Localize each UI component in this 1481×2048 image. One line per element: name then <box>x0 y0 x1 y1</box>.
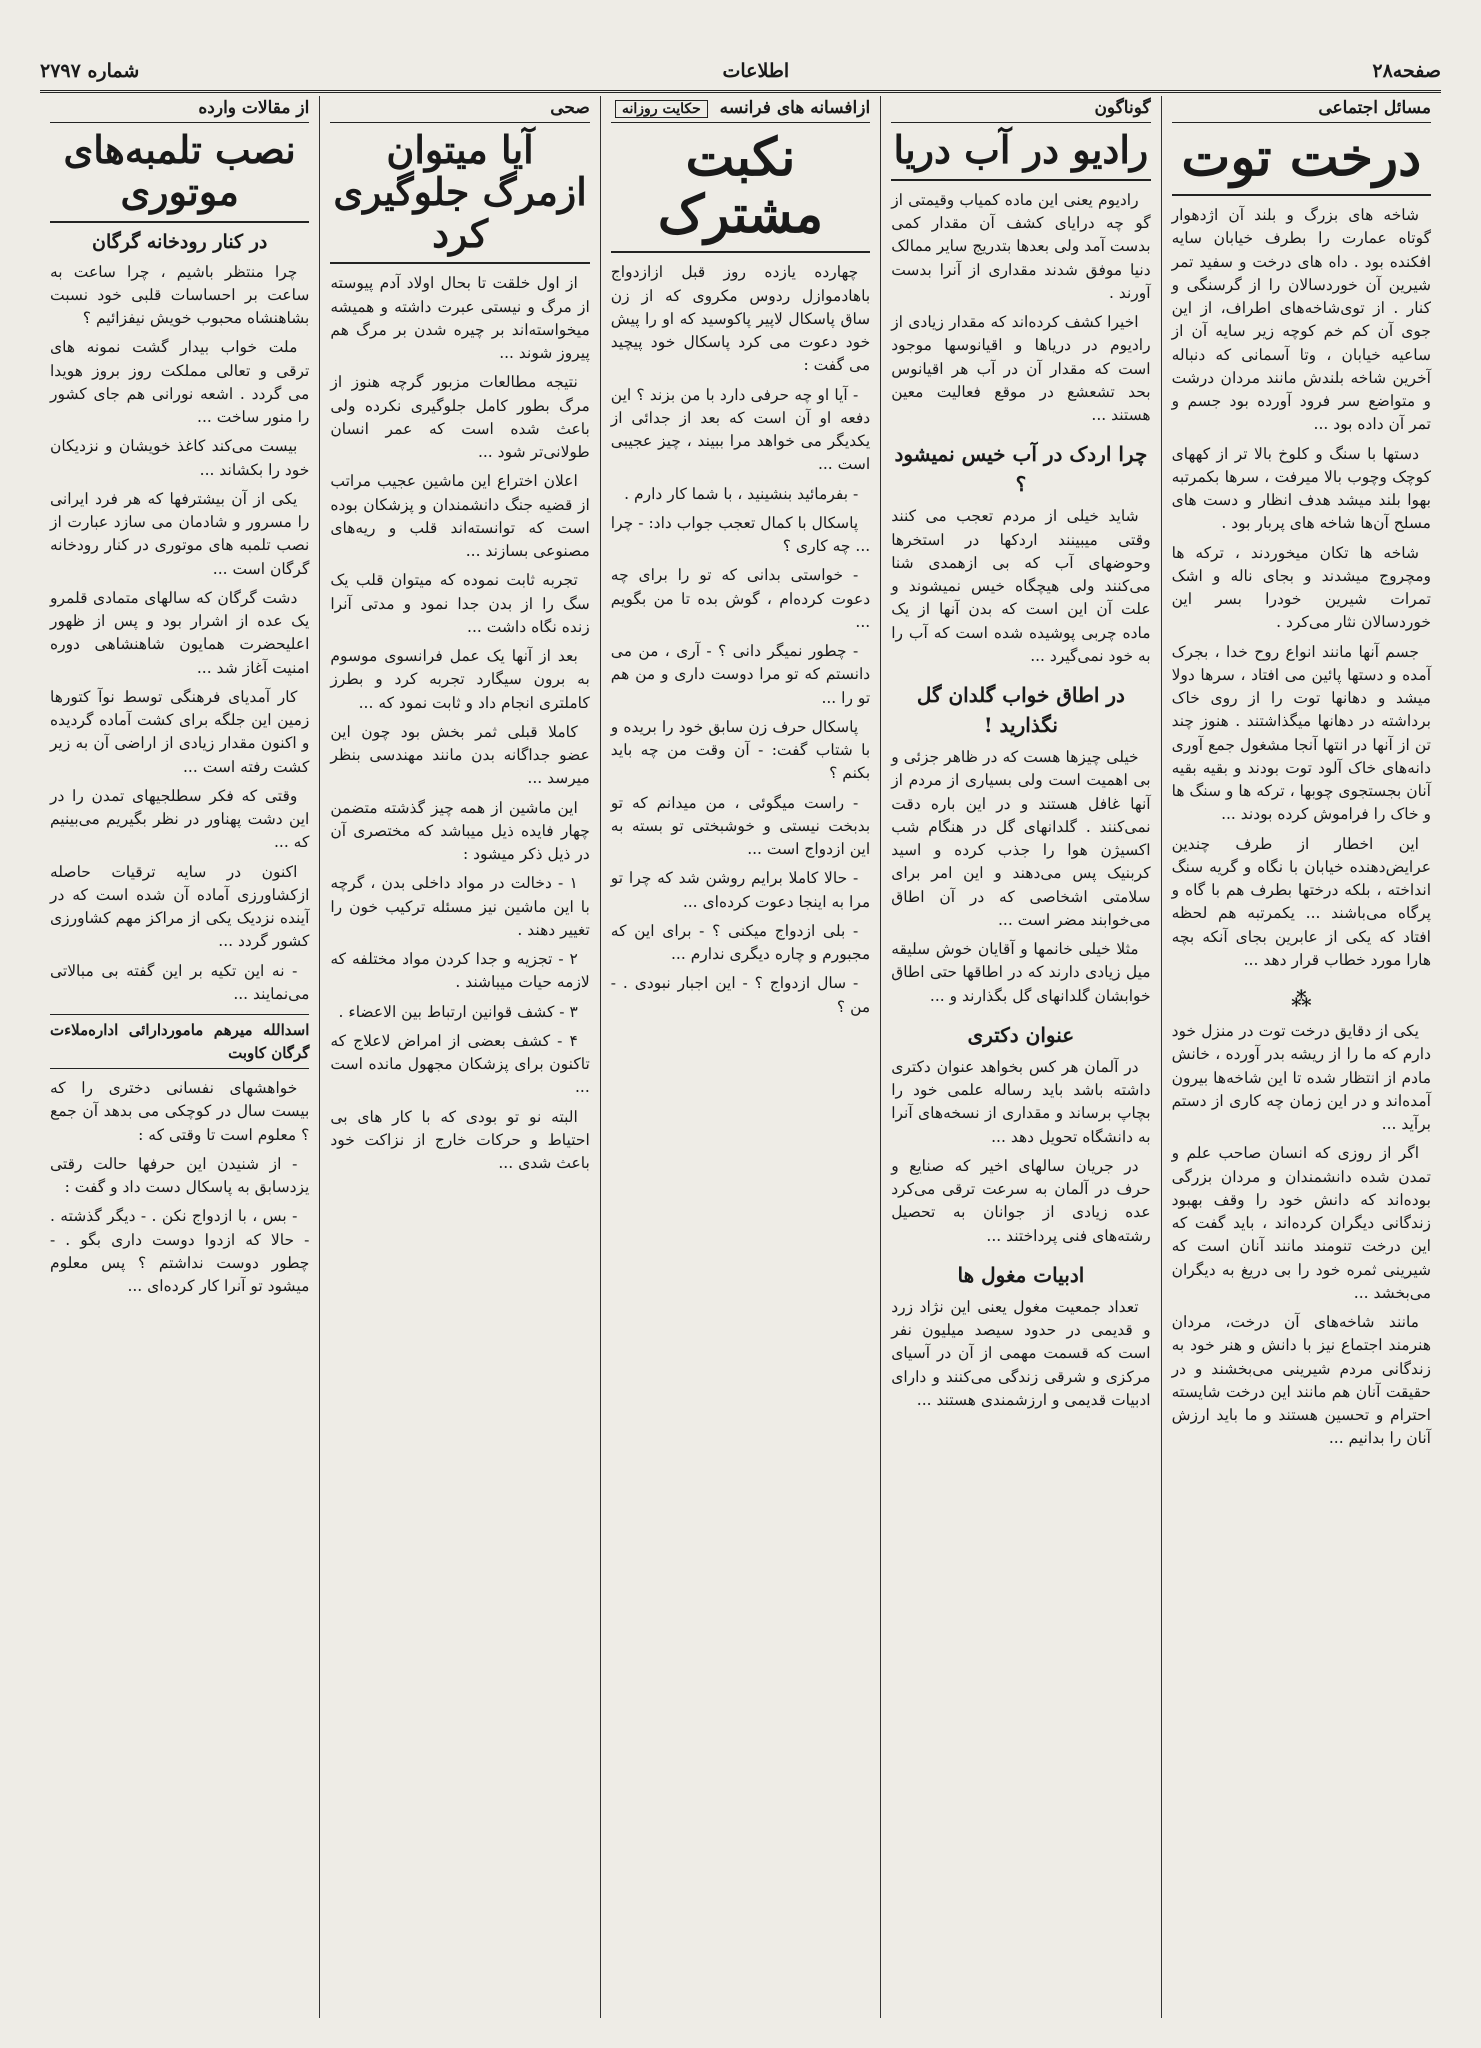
paragraph: رادیوم یعنی این ماده کمیاب وقیمتی از گو چه درایای کشف آن مقدار کمی بدست آمد ولی بعدها بتدریج سایر ممالک دنیا موفق شدند مقداری از آنرا بدست آورند . <box>891 190 1151 302</box>
article-headline: رادیو در آب دریا <box>891 129 1150 181</box>
paragraph: - از شنیدن این حرفها حالت رقتی یزدسابق به پاسکال دست داد و گفت : <box>49 1154 310 1197</box>
paragraph: چرا منتظر باشیم ، چرا ساعت به ساعت بر احساسات قلبی خود نسبت بشاهنشاه محبوب خویش نیفزائیم ؟ <box>49 262 310 328</box>
paragraph: شاخه های بزرگ و بلند آن اژدهوار گوتاه عمارت را بطرف خیابان سایه افکنده بود . داه های درخت و سفید تمر شیرین آن خوردسالان را از گرسنگی و کنار . از توی‌شاخه‌های اطراف، از این جوی آن کم خم کوچه زیر سایه آن از ساعیه خیابان ، وتا آسمانی که دنباله آخرین شاخه بلندش مانند مردان درشت و متواضع سر فرود آورده بود جسم و تمر آن داده بود ... <box>1171 206 1431 434</box>
paragraph: اخیرا کشف کرده‌اند که مقدار زیادی از رادیوم در دریاها و اقیانوسها موجود است که مقدار آن در آب هر اقیانوس بحد تشعشع در موقع فعالیت معین هستند ... <box>891 313 1151 425</box>
paragraph: یکی از دقایق درخت توت در منزل خود دارم که ما را از ریشه بدر آورده ، خانش مادم از انتظار شده تا این شاخه‌ها بیرون آمده‌اند و در این زمان چه کاری از دستم برآید ... <box>1171 1022 1431 1134</box>
page-number-label: صفحه۲۸ <box>1372 60 1441 82</box>
section-kicker <box>611 96 870 123</box>
paragraph: - راست میگوئی ، من میدانم که تو بدبخت نیستی و خوشبختی تو بسته به این ازدواج است ... <box>610 793 871 859</box>
story-badge: حکایت روزانه <box>615 100 708 118</box>
section-separator: ⁂ <box>1291 987 1312 1012</box>
section-kicker: از مقالات وارده <box>50 96 309 123</box>
subheading: ادبیات مغول ها <box>957 1262 1085 1287</box>
paragraph: ملت خواب بیدار گشت نمونه های ترقی و تعالی مملکت روز بروز هویدا می گردد . اشعه نورانی هم جای کشور را منور ساخت ... <box>49 338 310 427</box>
paragraph: اعلان اختراع این ماشین عجیب مراتب از قضیه جنگ دانشمندان و پزشکان بوده است که توانسته‌اند قلب و ریه‌های مصنوعی بسازند ... <box>330 472 590 561</box>
paragraph: نتیجه مطالعات مزبور گرچه هنوز از مرگ بطور کامل جلوگیری نکرده ولی باعث شده است که عمر انسان طولانی‌تر شود ... <box>330 373 590 462</box>
article-body <box>611 261 870 1019</box>
paragraph: تعداد جمعیت مغول یعنی این نژاد زرد و قدیمی در حدود سیصد میلیون نفر است که قسمت مهمی از آن در آسیای مرکزی و شرقی زندگی می‌کنند و دارای ادبیات قدیمی و ارزشمندی هستند ... <box>891 1297 1151 1409</box>
paragraph: اکنون در سایه ترقیات حاصله ازکشاورزی آماده آن شده است که در آینده نزدیک یکی از مراکز مهم کشاورزی کشور گردد ... <box>49 862 310 951</box>
paragraph: دشت گرگان که سالهای متمادی قلمرو یک عده از اشرار بود و پس از ظهور اعلیحضرت همایون شاهنشاهی دوره امنیت آغاز شد ... <box>49 588 310 677</box>
section-kicker: مسائل اجتماعی <box>1172 96 1431 123</box>
paragraph: ۴ - کشف بعضی از امراض لاعلاج که تاکنون برای پزشکان مجهول مانده است ... <box>330 1031 590 1097</box>
paragraph: - خواستی بدانی که تو را برای چه دعوت کرده‌ام ، گوش بده تا من بگویم ... <box>610 566 871 631</box>
subheading: در اطاق خواب گلدان گل نگذارید ! <box>916 683 1125 738</box>
paragraph: ۱ - دخالت در مواد داخلی بدن ، گرچه با این ماشین نیز مسئله ترکیب خون را تغییر دهند . <box>330 874 590 939</box>
article-body <box>1172 204 1431 1451</box>
paragraph: در جریان سالهای اخیر که صنایع و حرف در آلمان به سرعت ترقی می‌کرد عده زیادی از جوانان به تحصیل رشته‌های فنی پرداختند ... <box>891 1156 1151 1245</box>
paragraph: - سال ازدواج ؟ - این اجبار نبودی . - من ؟ <box>610 974 871 1016</box>
paragraph: - بفرمائید بنشینید ، با شما کار دارم . <box>624 484 859 503</box>
paragraph: خیلی چیزها هست که در ظاهر جزئی و بی اهمیت است ولی بسیاری از مردم از آنها غافل هستند و در این باره دقت نمی‌کنند . گلدانهای گل در هنگام شب اکسیژن هوا را جذب کرده و اسید کربنیک پس می‌دهند و این امر برای سلامتی اشخاصی که در آن اطاق می‌خوابند مضر است ... <box>891 748 1151 929</box>
subheading: عنوان دکتری <box>967 1022 1075 1047</box>
newspaper-name: اطلاعات <box>722 60 790 82</box>
paragraph: خواهشهای نفسانی دختری را که بیست سال در کوچکی می بدهد آن جمع ؟ معلوم است تا وقتی که : <box>49 1079 310 1144</box>
paragraph: البته نو تو بودی که با کار های بی احتیاط و حرکات خارج از نزاکت خود باعث شدی ... <box>330 1107 590 1173</box>
page-folio <box>40 56 1441 86</box>
article-body <box>891 189 1150 1412</box>
paragraph: مانند شاخه‌های آن درخت، مردان هنرمند اجتماع نیز با دانش و هنر خود به زندگانی مردم شیرینی می‌بخشند و در حقیقت آنان هم مانند این درخت شایسته احترام و تحسین هستند و ما باید ارزش آنان را بدانیم ... <box>1171 1313 1431 1448</box>
paragraph: شاخه ها تکان میخوردند ، ترکه ها ومچروج میشدند و بجای ناله و اشک تمرات شیرین خودرا بسر این خوردسالان نثار می‌کرد . <box>1171 543 1431 632</box>
paragraph: کار آمدیای فرهنگی توسط نوآ کتورها زمین این جلگه برای کشت آماده گردیده و اکنون مقدار زیادی از اراضی آن به زیر کشت رفته است ... <box>49 687 310 776</box>
article-derakht-toot <box>1161 96 1441 2018</box>
paragraph: - آیا او چه حرفی دارد با من بزند ؟ این دفعه او آن است که بعد از جدائی از یکدیگر می خواهد مرا ببیند ، چیز عجیبی است ... <box>610 385 871 474</box>
paragraph: - حالا کاملا برایم روشن شد که چرا تو مرا به اینجا دعوت کرده‌ای ... <box>610 869 871 911</box>
paragraph: شاید خیلی از مردم تعجب می کنند وقتی میبینند اردکها در استخرها وحوضهای آب که بی ازهمدی شنا می‌کنند ولی هیچگاه خیس نمیشوند و علت آن این است که بدن آنها از یک ماده چربی پوشیده شده است که آب را به خود نمی‌گیرد ... <box>891 507 1151 665</box>
article-headline: آیا میتوان ازمرگ جلوگیری کرد <box>330 129 589 264</box>
paragraph: این ماشین از همه چیز گذشته متضمن چهار فایده ذیل میباشد که مختصری آن در ذیل ذکر میشود : <box>330 798 590 864</box>
paragraph: از اول خلقت تا بحال اولاد آدم پیوسته از مرگ و نیستی عبرت داشته و همیشه میخواسته‌اند بر چیره شدن بر مرگ هم پیروز شوند ... <box>330 274 590 363</box>
paragraph: این اخطار از طرف چندین عرایض‌دهنده خیابان با نگاه و گریه سنگ انداخته ، بلکه درختها بطرف هم با گاه و پرگاه می‌باشند ... یکمرتبه هم لحظه افتاد که یکی از عابرین بجای آنکه بچه هارا مورد خطاب قرار دهد ... <box>1171 834 1431 969</box>
paragraph: اگر از روزی که انسان صاحب علم و تمدن شده دانشمندان و مردان بزرگی بوده‌اند که دانش خود را وقف بهبود زندگانی دیگران کرده‌اند ، باید گفت که این درخت تنومند مانند آنان است که شیرینی ثمره خود را بی دریغ به دیگران می‌بخشد ... <box>1171 1144 1431 1302</box>
kicker-text: ازافسانه های فرانسه <box>719 98 871 118</box>
paragraph: مثلا خیلی خانمها و آقایان خوش سلیقه میل زیادی دارند که در اطاقها حتی اطاق خوابشان گلدانهای گل بگذارند و ... <box>891 940 1151 1005</box>
paragraph: جسم آنها مانند انواع روح خدا ، بجرک آمده و دستها پائین می افتاد ، سرها دولا میشد و دهانها توت را از روی خاک برداشته در دهانها میگذاشتند . هنوز چند تن از آنها در انتها آنجا مشغول جمع آوری دانه‌های خاک آلود توت بودند و بقیه بقیه آنان بجستجوی چوبها ، ترکه ها و سنگ ها و خاک را فراموش کرده بودند ... <box>1171 642 1431 824</box>
paragraph: - چطور نمیگر دانی ؟ - آری ، من می دانستم که تو مرا دوست داری و من هم تو را ... <box>610 642 871 707</box>
paragraph: پاسکال حرف زن سابق خود را بریده و با شتاب گفت: - آن وقت من چه باید بکنم ؟ <box>610 717 871 783</box>
section-kicker: صحی <box>330 96 589 123</box>
article-nekbat-moshtarak <box>600 96 880 2018</box>
article-radio-dar-ab <box>880 96 1160 2018</box>
paragraph: دستها با سنگ و کلوخ بالا تر از کههای کوچک وچوب بالا میرفت ، سرها بکمرتبه بهوا بلند میشد هدف انظار و دست های مسلح آن‌ها شاخه های پربار بود . <box>1171 444 1431 533</box>
article-headline: درخت توت <box>1172 129 1431 196</box>
author-signature: اسدالله میرهم ماموردارائی ادار‌ه‌ملاءت گرگان کاوبت <box>50 1014 309 1069</box>
article-talambe <box>40 96 319 2018</box>
paragraph: - بلی ازدواج میکنی ؟ - برای این که مجبورم و چاره دیگری ندارم ... <box>610 921 871 964</box>
section-kicker: گوناگون <box>891 96 1150 123</box>
paragraph: - بس ، با ازدواج نکن . - دیگر گذشته . - حالا که ازدوا دوست داری بگو . - چطور دوست نداشتم ؟ پس معلوم میشود تو آنرا کار کرده‌ای ... <box>49 1207 310 1296</box>
paragraph: بعد از آنها یک عمل فرانسوی موسوم به برون سیگارد تجربه کرد و بطرز کاملتری انجام داد و ثابت نمود که ... <box>330 647 590 712</box>
article-subheadline: در کنار رودخانه گرگان <box>91 230 268 253</box>
subheading: چرا اردک در آب خیس نمیشود ؟ <box>894 442 1148 497</box>
paragraph: در آلمان هر کس بخواهد عنوان دکتری داشته باشد باید رساله علمی خود را بچاپ برساند و مقداری از نسخه‌های آنرا به دانشگاه تحویل دهد ... <box>891 1057 1151 1146</box>
paragraph: کاملا قبلی ثمر بخش بود چون این عضو جداگانه بدن مانند مهندسی بنظر میرسد ... <box>330 722 590 788</box>
paragraph: چهارده یازده روز قبل ازازدواج باهادموازل ردوس مکروی که از زن ساق پاسکال لاپیر پاکوسید که او را پیش خود دعوت می کرد پاسکال خود پیچید می گفت : <box>610 263 871 375</box>
paragraph: ۲ - تجزیه و جدا کردن مواد مختلفه که لازمه حیات میباشند . <box>330 950 590 992</box>
paragraph: بیست می‌کند کاغذ خویشان و نزدیکان خود را بکشاند ... <box>49 437 310 479</box>
article-body <box>330 272 589 1175</box>
article-headline: نکبت مشترک <box>611 129 870 253</box>
paragraph: ۳ - کشف قوانین ارتباط بین الاعضاء . <box>338 1002 578 1021</box>
article-columns <box>40 96 1441 2018</box>
issue-number-label: شماره ۲۷۹۷ <box>40 60 140 82</box>
article-body <box>50 261 309 1299</box>
paragraph: یکی از آن بیشترفها که هر فرد ایرانی را مسرور و شادمان می سازد عبارت از نصب تلمبه های موتوری در کنار رودخانه گرگان است ... <box>49 489 310 578</box>
folio-divider <box>40 90 1441 93</box>
paragraph: وقتی که فکر سطلجیهای تمدن را در این دشت پهناور در نظر بگیریم می‌بینیم که ... <box>49 786 310 852</box>
article-marg <box>319 96 599 2018</box>
paragraph: - نه این تکیه بر این گفته بی مبالاتی می‌نمایند ... <box>49 961 310 1003</box>
paragraph: پاسکال با کمال تعجب جواب داد: - چرا ... چه کاری ؟ <box>610 513 871 556</box>
article-headline: نصب تلمبه‌های موتوری <box>50 129 309 223</box>
paragraph: تجربه ثابت نموده که میتوان قلب یک سگ را از بدن جدا نمود و مدتی آنرا زنده نگاه داشت ... <box>330 571 590 636</box>
